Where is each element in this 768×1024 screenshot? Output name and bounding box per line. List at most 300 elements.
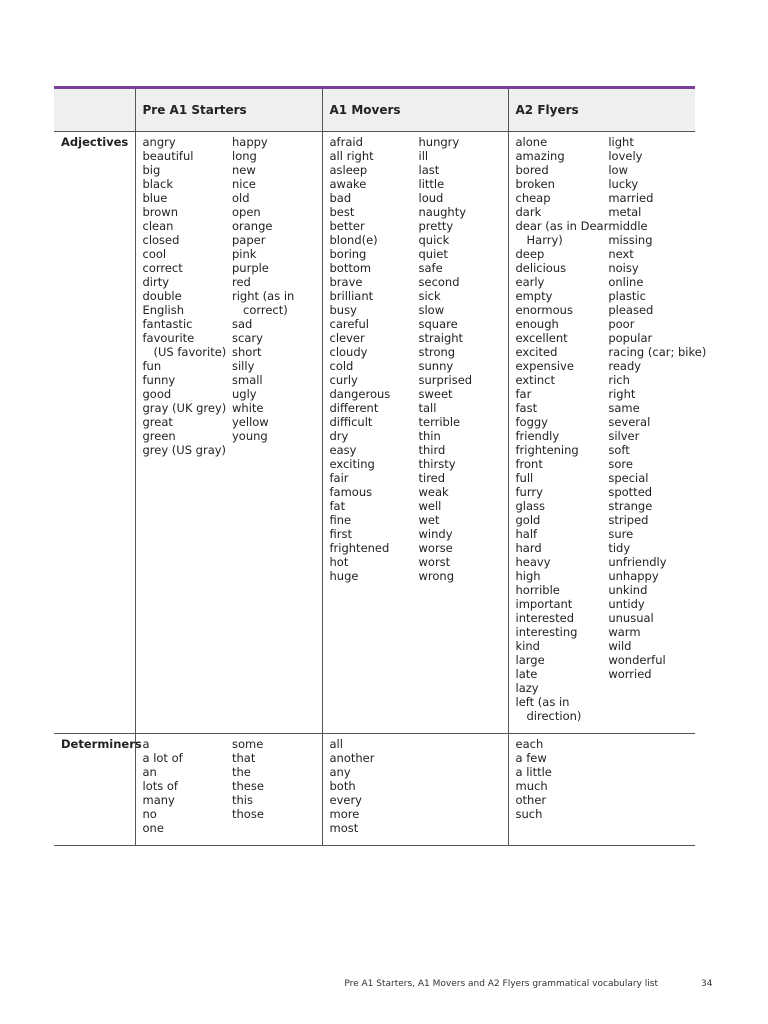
vocab-word — [330, 275, 419, 289]
vocab-word — [516, 345, 609, 359]
vocab-word — [516, 583, 609, 597]
vocab-word — [419, 541, 508, 555]
vocab-word-text: foggy — [515, 415, 548, 429]
vocab-word — [143, 415, 233, 429]
vocab-word — [330, 457, 419, 471]
vocab-word — [330, 345, 419, 359]
vocab-word — [330, 191, 419, 205]
word-columns — [330, 737, 508, 835]
vocab-word — [608, 191, 701, 205]
vocab-word — [419, 149, 508, 163]
vocab-word-text: bored — [515, 163, 549, 177]
header-blank-cell — [54, 88, 135, 132]
vocab-word-text: amazing — [515, 149, 565, 163]
vocab-word-text: ugly — [232, 387, 257, 401]
vocab-word-text: both — [329, 779, 356, 793]
vocab-word — [608, 513, 701, 527]
vocab-word — [516, 415, 609, 429]
vocab-word-text: that — [232, 751, 256, 765]
vocab-word-text: light — [608, 135, 634, 149]
vocab-word-text: pretty — [418, 219, 454, 233]
vocab-word-text: married — [608, 191, 654, 205]
vocab-word-text: noisy — [608, 261, 639, 275]
vocab-word — [516, 275, 609, 289]
vocab-word-text: silly — [232, 359, 255, 373]
vocab-word — [330, 443, 419, 457]
vocab-word-text: spotted — [608, 485, 653, 499]
vocab-word-text: an — [142, 765, 157, 779]
vocab-word-text: safe — [418, 261, 443, 275]
vocab-word — [232, 317, 322, 331]
vocab-word — [330, 163, 419, 177]
vocab-word-text: paper — [232, 233, 266, 247]
vocab-word — [330, 807, 423, 821]
vocab-word-text: open — [232, 205, 261, 219]
vocab-word-text: fantastic — [142, 317, 193, 331]
word-continuation: Harry) — [526, 233, 563, 247]
vocab-word-text: other — [515, 793, 547, 807]
vocab-word-text: same — [608, 401, 640, 415]
vocab-word — [232, 275, 322, 289]
word-columns — [143, 135, 322, 457]
vocab-word-text: small — [232, 373, 263, 387]
vocab-word-text: angry — [142, 135, 176, 149]
vocab-word — [143, 779, 233, 793]
vocab-word — [330, 415, 419, 429]
vocab-word-text: purple — [232, 261, 269, 275]
vocab-word — [608, 471, 701, 485]
vocab-word — [330, 779, 423, 793]
vocab-word-text: sore — [608, 457, 633, 471]
vocab-word — [232, 289, 322, 317]
vocab-word — [330, 471, 419, 485]
vocab-word — [608, 597, 701, 611]
vocab-word — [143, 765, 233, 779]
vocab-word — [419, 289, 508, 303]
vocab-word-text: a few — [515, 751, 547, 765]
vocab-word-text: orange — [232, 219, 273, 233]
vocab-word-text: afraid — [329, 135, 363, 149]
vocab-word-text: first — [329, 527, 352, 541]
vocab-word-text: clever — [329, 331, 365, 345]
vocab-word-text: lovely — [608, 149, 643, 163]
vocab-word-text: sure — [608, 527, 634, 541]
vocab-word — [516, 135, 609, 149]
vocab-word-text: striped — [608, 513, 649, 527]
vocab-word — [232, 345, 322, 359]
vocab-word — [608, 163, 701, 177]
word-columns — [516, 737, 696, 821]
vocab-word-text: scary — [232, 331, 263, 345]
vocab-word — [516, 639, 609, 653]
vocab-word-text: different — [329, 401, 379, 415]
vocab-word — [330, 135, 419, 149]
determiners-row — [54, 734, 695, 846]
vocab-word-text: many — [142, 793, 175, 807]
vocab-word-text: all — [329, 737, 343, 751]
vocab-word-text: unusual — [608, 611, 654, 625]
vocab-word — [608, 205, 701, 219]
determiners-movers-cell — [322, 734, 508, 846]
vocab-word-text: thin — [418, 429, 441, 443]
vocab-word-text: metal — [608, 205, 642, 219]
vocab-word-text: little — [418, 177, 445, 191]
vocab-word — [143, 359, 233, 373]
vocab-word-text: difficult — [329, 415, 373, 429]
vocab-word-text: large — [515, 653, 545, 667]
vocab-word-text: tall — [418, 401, 437, 415]
vocab-word-text: extinct — [515, 373, 556, 387]
vocab-word-text: favourite — [142, 331, 195, 345]
vocab-word-text: right (as in — [232, 289, 295, 303]
vocab-word-text: pleased — [608, 303, 654, 317]
vocab-word — [330, 555, 419, 569]
vocab-word-text: loud — [418, 191, 444, 205]
vocab-word — [232, 163, 322, 177]
vocab-word-text: quiet — [418, 247, 448, 261]
vocab-word — [516, 205, 609, 219]
vocab-word — [330, 513, 419, 527]
vocab-word — [516, 625, 609, 639]
vocab-word-text: more — [329, 807, 360, 821]
vocab-word — [232, 429, 322, 443]
vocab-word — [232, 331, 322, 345]
vocab-word — [232, 415, 322, 429]
vocab-word-text: best — [329, 205, 355, 219]
vocab-word-text: nice — [232, 177, 256, 191]
vocab-word-text: wet — [418, 513, 440, 527]
vocab-word-text: warm — [608, 625, 641, 639]
page-footer — [0, 979, 768, 993]
vocab-word — [330, 317, 419, 331]
vocab-word-text: pink — [232, 247, 257, 261]
vocab-word-text: last — [418, 163, 440, 177]
vocab-word — [516, 765, 609, 779]
vocab-word — [330, 331, 419, 345]
vocab-word — [516, 401, 609, 415]
vocab-word-text: interesting — [515, 625, 578, 639]
vocab-word — [516, 163, 609, 177]
vocab-word — [330, 401, 419, 415]
vocab-word — [419, 359, 508, 373]
vocab-word-text: yellow — [232, 415, 269, 429]
word-column — [419, 135, 508, 583]
vocab-word-text: young — [232, 429, 268, 443]
vocab-word-text: gray (UK grey) — [142, 401, 227, 415]
table-header-row — [54, 88, 695, 132]
vocab-word — [330, 387, 419, 401]
vocab-word-text: unkind — [608, 583, 648, 597]
vocab-word — [143, 387, 233, 401]
word-column — [143, 737, 233, 835]
vocab-word-text: delicious — [515, 261, 567, 275]
vocab-word — [516, 653, 609, 667]
vocab-word — [608, 373, 701, 387]
word-columns — [515, 135, 707, 723]
word-continuation: direction) — [526, 709, 582, 723]
vocab-word — [143, 261, 233, 275]
vocab-word — [419, 303, 508, 317]
vocab-word — [608, 275, 701, 289]
vocab-word — [330, 261, 419, 275]
vocab-word — [143, 163, 233, 177]
adjectives-flyers-cell — [508, 132, 707, 734]
vocab-word — [143, 247, 233, 261]
vocab-word — [232, 135, 322, 149]
vocab-word-text: good — [142, 387, 172, 401]
vocab-word-text: lazy — [515, 681, 539, 695]
vocab-word — [608, 569, 701, 583]
vocab-word — [330, 527, 419, 541]
vocab-word-text: a — [142, 737, 150, 751]
vocab-word-text: full — [515, 471, 534, 485]
vocab-word — [330, 499, 419, 513]
vocab-word-text: closed — [142, 233, 180, 247]
vocab-word-text: asleep — [329, 163, 368, 177]
vocab-word-text: sunny — [418, 359, 454, 373]
vocab-word-text: late — [515, 667, 538, 681]
vocab-word-text: heavy — [515, 555, 551, 569]
vocab-word — [608, 639, 701, 653]
vocab-word — [608, 485, 701, 499]
vocab-word-text: better — [329, 219, 365, 233]
vocab-word — [232, 359, 322, 373]
vocab-word — [232, 737, 322, 751]
vocabulary-table — [54, 86, 707, 846]
vocab-word-text: such — [515, 807, 543, 821]
vocab-word-text: bad — [329, 191, 352, 205]
vocab-word-text: online — [608, 275, 644, 289]
vocab-word-text: most — [329, 821, 359, 835]
vocab-word-text: well — [418, 499, 442, 513]
vocab-word — [232, 751, 322, 765]
vocab-word-text: green — [142, 429, 176, 443]
vocab-word — [516, 597, 609, 611]
vocab-word-text: wonderful — [608, 653, 666, 667]
vocab-word — [232, 779, 322, 793]
vocab-word-text: those — [232, 807, 264, 821]
vocab-word — [143, 317, 233, 331]
word-column — [516, 737, 609, 821]
vocab-word-text: busy — [329, 303, 357, 317]
vocab-word — [516, 429, 609, 443]
vocab-word-text: soft — [608, 443, 630, 457]
vocab-word-text: strong — [418, 345, 456, 359]
vocab-word-text: blue — [142, 191, 168, 205]
vocab-word-text: bottom — [329, 261, 372, 275]
vocab-word-text: curly — [329, 373, 358, 387]
vocab-word — [143, 275, 233, 289]
vocab-word — [419, 443, 508, 457]
vocab-word — [330, 751, 423, 765]
vocab-word — [608, 387, 701, 401]
vocab-word-text: awake — [329, 177, 367, 191]
vocab-word-text: worst — [418, 555, 451, 569]
vocab-word-text: kind — [515, 639, 540, 653]
vocab-word-text: dangerous — [329, 387, 391, 401]
vocab-word-text: worse — [418, 541, 453, 555]
vocab-word — [608, 653, 701, 667]
footer-title: Pre A1 Starters, A1 Movers and A2 Flyers grammatical vocabulary list — [344, 979, 658, 989]
vocab-word — [143, 807, 233, 821]
vocab-word — [232, 261, 322, 275]
vocab-word-text: frightening — [515, 443, 579, 457]
vocab-word — [516, 471, 609, 485]
vocab-word-text: racing (car; bike) — [608, 345, 707, 359]
vocab-word — [516, 513, 609, 527]
vocab-word-text: untidy — [608, 597, 645, 611]
vocab-word-text: several — [608, 415, 651, 429]
vocab-word-text: beautiful — [142, 149, 194, 163]
vocab-word — [608, 541, 701, 555]
vocab-word-text: happy — [232, 135, 268, 149]
vocab-word-text: these — [232, 779, 264, 793]
vocab-word — [419, 373, 508, 387]
vocab-word — [419, 135, 508, 149]
vocab-word-text: black — [142, 177, 174, 191]
vocab-word-text: lots of — [142, 779, 178, 793]
vocab-word-text: famous — [329, 485, 373, 499]
vocab-word — [419, 261, 508, 275]
vocab-word — [419, 177, 508, 191]
vocab-word — [143, 821, 233, 835]
vocab-word-text: strange — [608, 499, 653, 513]
vocab-word-text: horrible — [515, 583, 560, 597]
vocab-word-text: cold — [329, 359, 354, 373]
vocab-word-text: tidy — [608, 541, 631, 555]
vocab-word — [608, 401, 701, 415]
vocab-word-text: frightened — [329, 541, 390, 555]
vocab-word-text: half — [515, 527, 538, 541]
vocab-word — [232, 765, 322, 779]
vocab-word — [516, 191, 609, 205]
vocab-word — [143, 303, 233, 317]
vocab-word — [143, 751, 233, 765]
vocab-word — [608, 289, 701, 303]
vocab-word — [419, 345, 508, 359]
vocab-word — [516, 737, 609, 751]
vocab-word-text: no — [142, 807, 157, 821]
vocab-word — [330, 485, 419, 499]
vocab-word-text: silver — [608, 429, 640, 443]
vocab-word-text: each — [515, 737, 544, 751]
vocab-word-text: right — [608, 387, 636, 401]
vocab-word — [419, 401, 508, 415]
vocab-word-text: friendly — [515, 429, 560, 443]
vocab-word-text: enough — [515, 317, 559, 331]
vocab-word — [419, 233, 508, 247]
header-pre-a1-starters: Pre A1 Starters — [135, 88, 322, 132]
vocab-word — [330, 205, 419, 219]
vocab-word — [330, 289, 419, 303]
vocab-word — [516, 779, 609, 793]
vocab-word — [330, 541, 419, 555]
vocab-word — [330, 247, 419, 261]
vocab-word — [608, 261, 701, 275]
vocab-word-text: high — [515, 569, 541, 583]
word-columns — [330, 135, 508, 583]
vocab-word — [419, 247, 508, 261]
vocab-word — [608, 149, 701, 163]
vocab-word-text: special — [608, 471, 649, 485]
row-label-determiners: Determiners — [54, 734, 135, 846]
vocab-word-text: fun — [142, 359, 162, 373]
vocab-word — [419, 569, 508, 583]
vocab-word — [232, 191, 322, 205]
vocab-word-text: exciting — [329, 457, 375, 471]
vocab-word — [419, 191, 508, 205]
vocab-word — [419, 555, 508, 569]
vocab-word-text: big — [142, 163, 161, 177]
vocab-word — [516, 555, 609, 569]
vocab-word-text: brave — [329, 275, 363, 289]
vocab-word-text: clean — [142, 219, 174, 233]
vocab-word-text: easy — [329, 443, 357, 457]
vocab-word — [516, 289, 609, 303]
vocab-word-text: all right — [329, 149, 374, 163]
vocab-word-text: left (as in — [515, 695, 570, 709]
vocab-word-text: alone — [515, 135, 548, 149]
vocab-word — [608, 219, 701, 233]
word-column — [330, 135, 419, 583]
determiners-flyers-cell — [508, 734, 695, 846]
header-a2-flyers: A2 Flyers — [508, 88, 695, 132]
vocab-word-text: dirty — [142, 275, 170, 289]
vocab-word — [143, 793, 233, 807]
vocab-word-text: early — [515, 275, 545, 289]
vocab-word-text: important — [515, 597, 573, 611]
vocab-word-text: rich — [608, 373, 630, 387]
vocab-word — [232, 177, 322, 191]
determiners-starters-cell — [135, 734, 322, 846]
vocab-word-text: fair — [329, 471, 349, 485]
vocab-word — [608, 177, 701, 191]
vocab-word-text: ready — [608, 359, 642, 373]
vocab-word — [143, 233, 233, 247]
vocab-word — [608, 415, 701, 429]
vocab-word — [143, 289, 233, 303]
vocab-word — [143, 177, 233, 191]
row-label-adjectives: Adjectives — [54, 132, 135, 734]
vocab-word — [516, 485, 609, 499]
vocab-word — [516, 219, 609, 247]
vocab-word-text: great — [142, 415, 173, 429]
vocab-word-text: deep — [515, 247, 545, 261]
vocab-word — [419, 163, 508, 177]
vocab-word — [516, 569, 609, 583]
vocab-word-text: cheap — [515, 191, 551, 205]
word-column — [232, 737, 322, 835]
vocab-word — [516, 695, 609, 723]
vocab-word — [516, 149, 609, 163]
vocab-word-text: sad — [232, 317, 253, 331]
vocab-word — [608, 625, 701, 639]
vocab-word-text: cloudy — [329, 345, 368, 359]
vocab-word — [419, 275, 508, 289]
vocab-word — [419, 415, 508, 429]
vocab-word-text: this — [232, 793, 253, 807]
vocab-word — [143, 135, 233, 149]
vocab-word-text: hungry — [418, 135, 460, 149]
vocab-word-text: plastic — [608, 289, 646, 303]
vocab-word — [608, 443, 701, 457]
vocab-word-text: dark — [515, 205, 542, 219]
vocab-word-text: a lot of — [142, 751, 183, 765]
vocab-word-text: fast — [515, 401, 538, 415]
vocab-word-text: straight — [418, 331, 464, 345]
vocab-word — [516, 373, 609, 387]
vocab-word-text: naughty — [418, 205, 467, 219]
